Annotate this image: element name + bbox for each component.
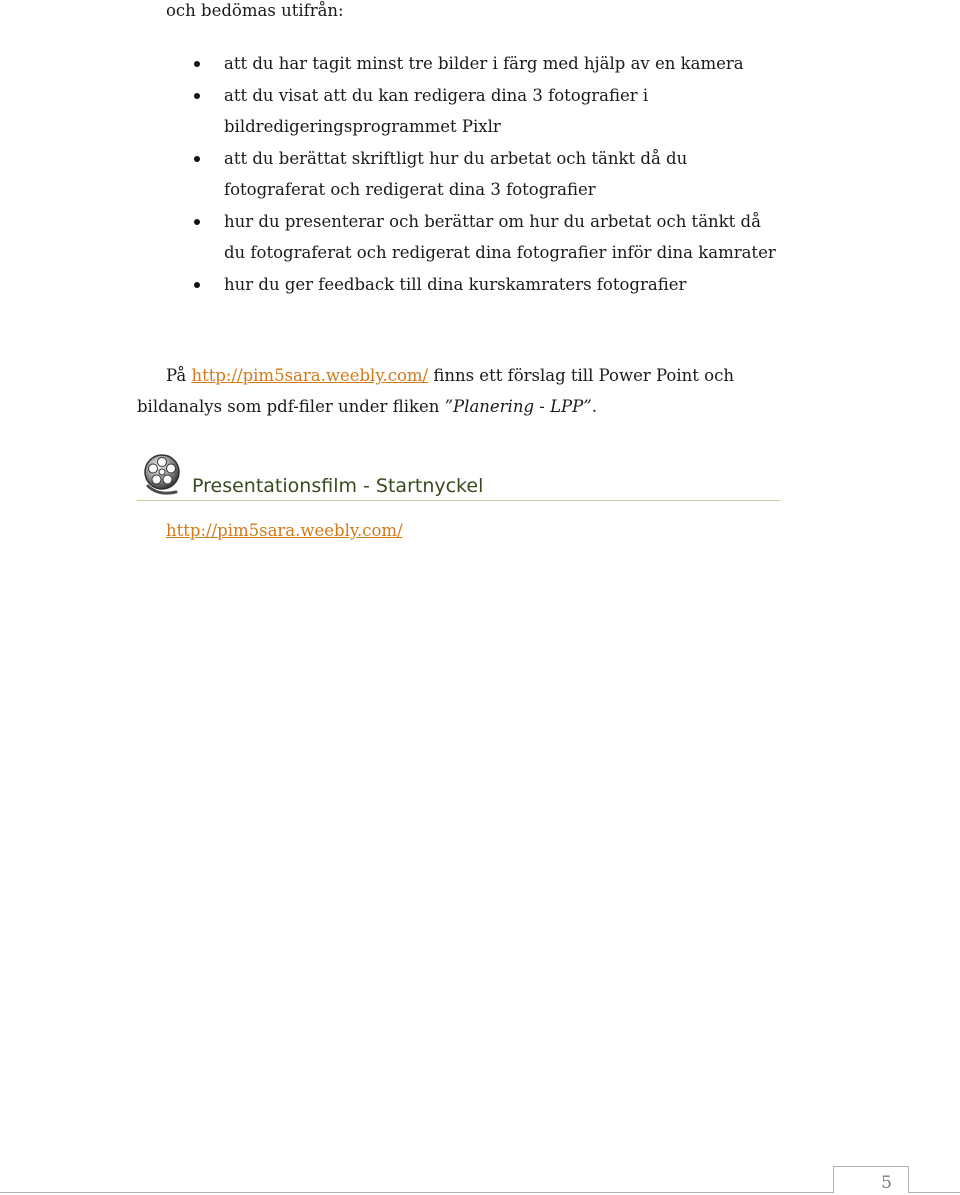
bullet-icon xyxy=(194,282,200,288)
list-item-text: hur du presenterar och berättar om hur du arbetat och tänkt då du fotograferat och redigerat dina fotografier inför dina kamrater xyxy=(224,211,776,262)
list-item-text: att du har tagit minst tre bilder i färg med hjälp av en kamera xyxy=(224,54,744,73)
bullet-icon xyxy=(194,61,200,67)
footer-divider xyxy=(0,1192,960,1193)
page-number: 5 xyxy=(881,1173,892,1193)
intro-text: och bedömas utifrån: xyxy=(166,1,344,20)
bullet-icon xyxy=(194,156,200,162)
planering-tab-name: ”Planering - LPP” xyxy=(444,397,592,416)
list-item xyxy=(0,206,784,269)
weebly-link[interactable]: http://pim5sara.weebly.com/ xyxy=(191,366,429,385)
list-item-text: att du berättat skriftligt hur du arbetat och tänkt då du fotograferat och redigerat dina 3 fotografier xyxy=(224,148,688,199)
criteria-list xyxy=(0,48,960,300)
resources-paragraph xyxy=(137,360,797,422)
section-heading xyxy=(137,452,780,501)
list-item xyxy=(0,80,784,143)
section-title: Presentationsfilm - Startnyckel xyxy=(192,475,484,497)
bottom-weebly-link[interactable]: http://pim5sara.weebly.com/ xyxy=(166,521,403,540)
bullet-icon xyxy=(194,219,200,225)
page-footer xyxy=(0,1166,960,1195)
paragraph-suffix: . xyxy=(591,397,597,416)
list-item xyxy=(0,48,784,80)
list-item xyxy=(0,269,784,301)
bullet-icon xyxy=(194,93,200,99)
list-item-text: hur du ger feedback till dina kurskamraters fotografier xyxy=(224,274,687,294)
list-item-text: att du visat att du kan redigera dina 3 fotografier i bildredigeringsprogrammet Pixlr xyxy=(224,85,649,136)
page-number-box xyxy=(833,1166,909,1193)
paragraph-prefix: På xyxy=(166,366,192,385)
list-item xyxy=(0,143,784,206)
film-reel-icon xyxy=(140,452,184,496)
paragraph-middle: finns ett förslag till Power Point och bildanalys som pdf-filer under fliken xyxy=(137,366,734,416)
